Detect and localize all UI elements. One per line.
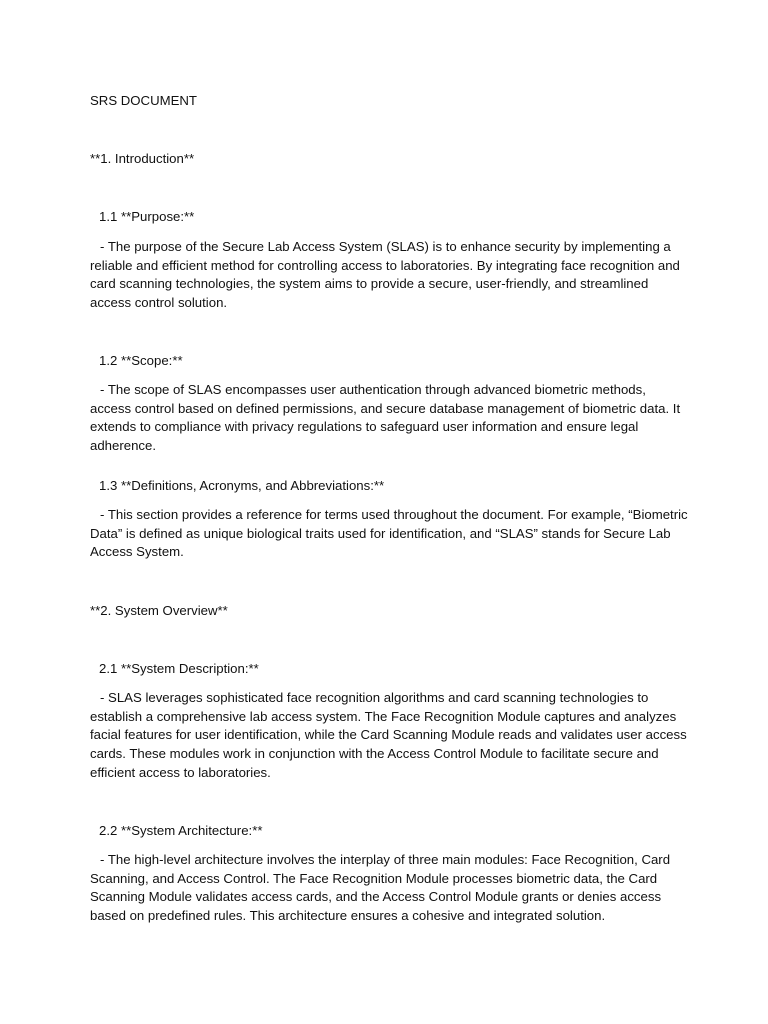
section-1-3-text: - This section provides a reference for terms used throughout the document. For example, “Biometric Data” is defined as unique biological traits used for identification, and “SLAS” stands for Secure Lab Access System. <box>90 507 688 560</box>
section-2-heading: **2. System Overview** <box>90 603 228 618</box>
section-1-1-text: - The purpose of the Secure Lab Access System (SLAS) is to enhance security by implementing a reliable and efficient method for controlling access to laboratories. By integrating face recognition and card scanning technologies, the system aims to provide a secure, user-friendly, and streamlined access control solution. <box>90 239 680 311</box>
section-1-heading: **1. Introduction** <box>90 151 195 166</box>
document-title: SRS DOCUMENT <box>90 93 197 108</box>
section-2-1-heading: 2.1 **System Description:** <box>99 661 259 676</box>
section-2-2-heading: 2.2 **System Architecture:** <box>99 823 263 838</box>
section-1-3-heading: 1.3 **Definitions, Acronyms, and Abbreviations:** <box>99 478 385 493</box>
section-1-2-text: - The scope of SLAS encompasses user authentication through advanced biometric methods, access control based on defined permissions, and secure database management of biometric data. It extends to compliance with privacy regulations to safeguard user information and ensure legal adherence. <box>90 382 681 454</box>
section-1-1-heading: 1.1 **Purpose:** <box>99 209 195 224</box>
section-1-2-heading: 1.2 **Scope:** <box>99 353 183 368</box>
section-2-1-text: - SLAS leverages sophisticated face recognition algorithms and card scanning technologies to establish a comprehensive lab access system. The Face Recognition Module captures and analyzes facial features for user identification, while the Card Scanning Module reads and validates user access cards. These modules work in conjunction with the Access Control Module to facilitate secure and efficient access to laboratories. <box>90 690 687 780</box>
section-2-2-text: - The high-level architecture involves the interplay of three main modules: Face Recognition, Card Scanning, and Access Control. The Face Recognition Module processes biometric data, the Card Scanning Module validates access cards, and the Access Control Module grants or denies access based on predefined rules. This architecture ensures a cohesive and integrated solution. <box>90 852 671 924</box>
